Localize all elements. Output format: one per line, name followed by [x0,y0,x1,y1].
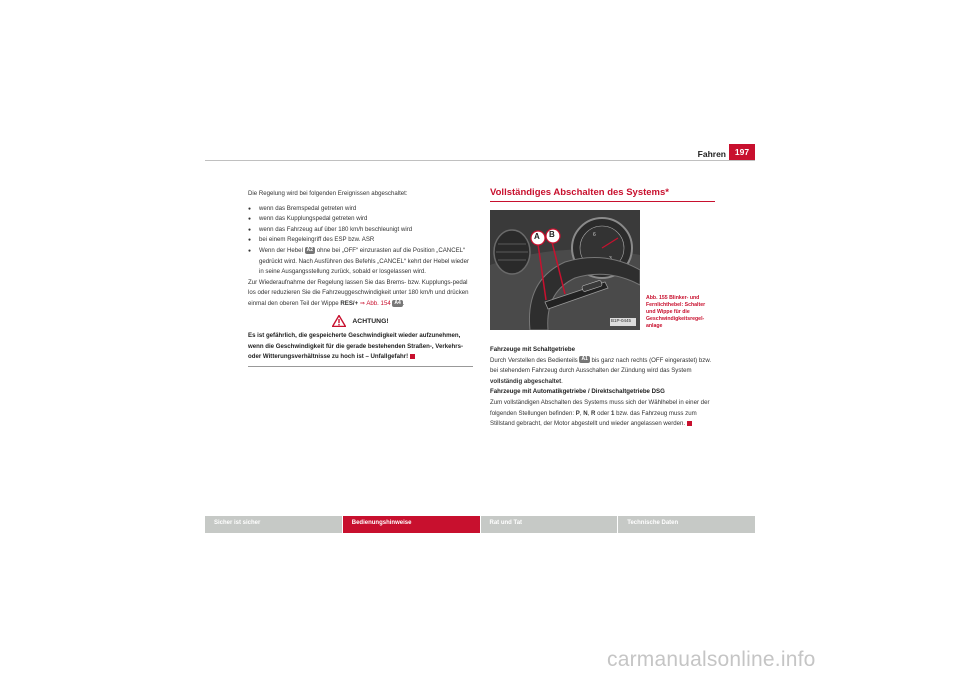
end-marker [687,421,692,426]
tab-technische-daten[interactable]: Technische Daten [618,516,755,533]
bullet-item: ● bei einem Regeleingriff des ESP bzw. ASR [248,235,473,246]
warning-body: Es ist gefährlich, die gespeicherte Geschwindigkeit wieder aufzunehmen, wenn die Geschwindigkeit für die gerade bestehenden Straßen-, Verkehrs- oder Witterungsverhältnisse zu hoch ist – Unfallgefahr! [248,332,464,361]
end-marker [410,354,415,359]
tab-bedienungshinweise[interactable]: Bedienungshinweise [343,516,480,533]
gear-p: P [575,409,580,417]
warning-triangle-icon [332,315,346,327]
bullet-item: ● wenn das Fahrzeug auf über 180 km/h beschleunigt wird [248,225,473,236]
resume-text: Zur Wiederaufnahme der Regelung lassen Sie das Brems- bzw. Kupplungs-pedal los oder reduzieren Sie die Fahrzeuggeschwindigkeit unter 180 km/h und drücken einmal den oberen Teil der Wippe [248,278,469,307]
manual-end: . [561,377,563,385]
watermark: carmanualsonline.info [607,648,816,671]
bullet-list [248,204,473,246]
section-title: Vollständiges Abschalten des Systems* [490,187,669,198]
manual-paragraph [490,356,715,388]
cancel-text-a: Wenn der Hebel [259,246,305,254]
right-column [490,345,715,430]
gear-1: 1 [611,409,615,417]
warning-title: ACHTUNG! [352,317,389,325]
subheading-manual: Fahrzeuge mit Schaltgetriebe [490,346,575,353]
svg-text:6: 6 [593,232,596,238]
gear-n: N [583,409,588,417]
intro-text: Die Regelung wird bei folgenden Ereignissen abgeschaltet: [248,190,408,197]
resume-end: . [402,299,405,307]
page-header-title: Fahren [697,149,726,159]
automatic-paragraph [490,398,715,430]
tab-rat-und-tat[interactable]: Rat und Tat [481,516,618,533]
manual-bold: vollständig abgeschaltet [490,377,562,385]
steering-lever-figure [490,210,640,330]
rocker-badge: A4 [394,299,401,306]
figure-reference-link[interactable]: ⇒ Abb. 154 [358,299,393,307]
bullet-dot: ● [248,247,252,254]
control-badge: A1 [581,356,588,363]
figure-code: B1P-0445 [611,318,632,323]
page-number: 197 [729,144,755,160]
manual-text-a: Durch Verstellen des Bedienteils [490,356,580,364]
cancel-text-b: ohne bei „OFF“ einzurasten auf die Position „CANCEL“ gedrückt wird. Nach Ausführen des Befehls „CANCEL“ kehrt der Hebel wieder in seine Ausgangsstellung zurück, sobald er losgelassen wird. [259,246,469,276]
figure-label-b: B [549,230,555,239]
resume-paragraph [248,278,473,310]
header-rule [205,160,755,161]
bullet-item: ● wenn das Bremspedal getreten wird [248,204,473,215]
warning-header [248,313,473,329]
gear-r: R [591,409,596,417]
figure-illustration [490,210,640,330]
bullet-item: ● wenn das Kupplungspedal getreten wird [248,214,473,225]
resume-key: RES/+ [340,299,359,307]
figure-label-a: A [534,232,540,241]
section-rule [490,201,715,202]
sep-2: , [587,409,591,417]
figure-caption: Abb. 155 Blinker- und Fernlichthebel: Schalter und Wippe für die Geschwindigkeitsregel-anlage [646,295,706,329]
footer-nav [205,516,755,533]
lever-badge: A2 [306,246,314,253]
auto-text-a: Zum vollständigen Abschalten des Systems muss sich der Wählhebel in einer der folgenden Stellungen befinden: [490,398,710,417]
warning-box [248,313,473,367]
subheading-automatic: Fahrzeuge mit Automatikgetriebe / Direktschaltgetriebe DSG [490,388,665,396]
auto-mid: oder [595,409,611,417]
warning-text [248,331,473,363]
cancel-bullet [248,246,473,278]
sep-1: , [579,409,584,417]
left-column [248,189,473,314]
tab-sicher-ist-sicher[interactable]: Sicher ist sicher [205,516,342,533]
auto-text-b: bzw. das Fahrzeug muss zum Stillstand gebracht, der Motor abgestellt und wieder angelassen werden. [490,409,697,428]
manual-text-b: bis ganz nach rechts (OFF eingerastet) bzw. bei stehendem Fahrzeug durch Ausschalten der Zündung wird das System [490,356,712,375]
